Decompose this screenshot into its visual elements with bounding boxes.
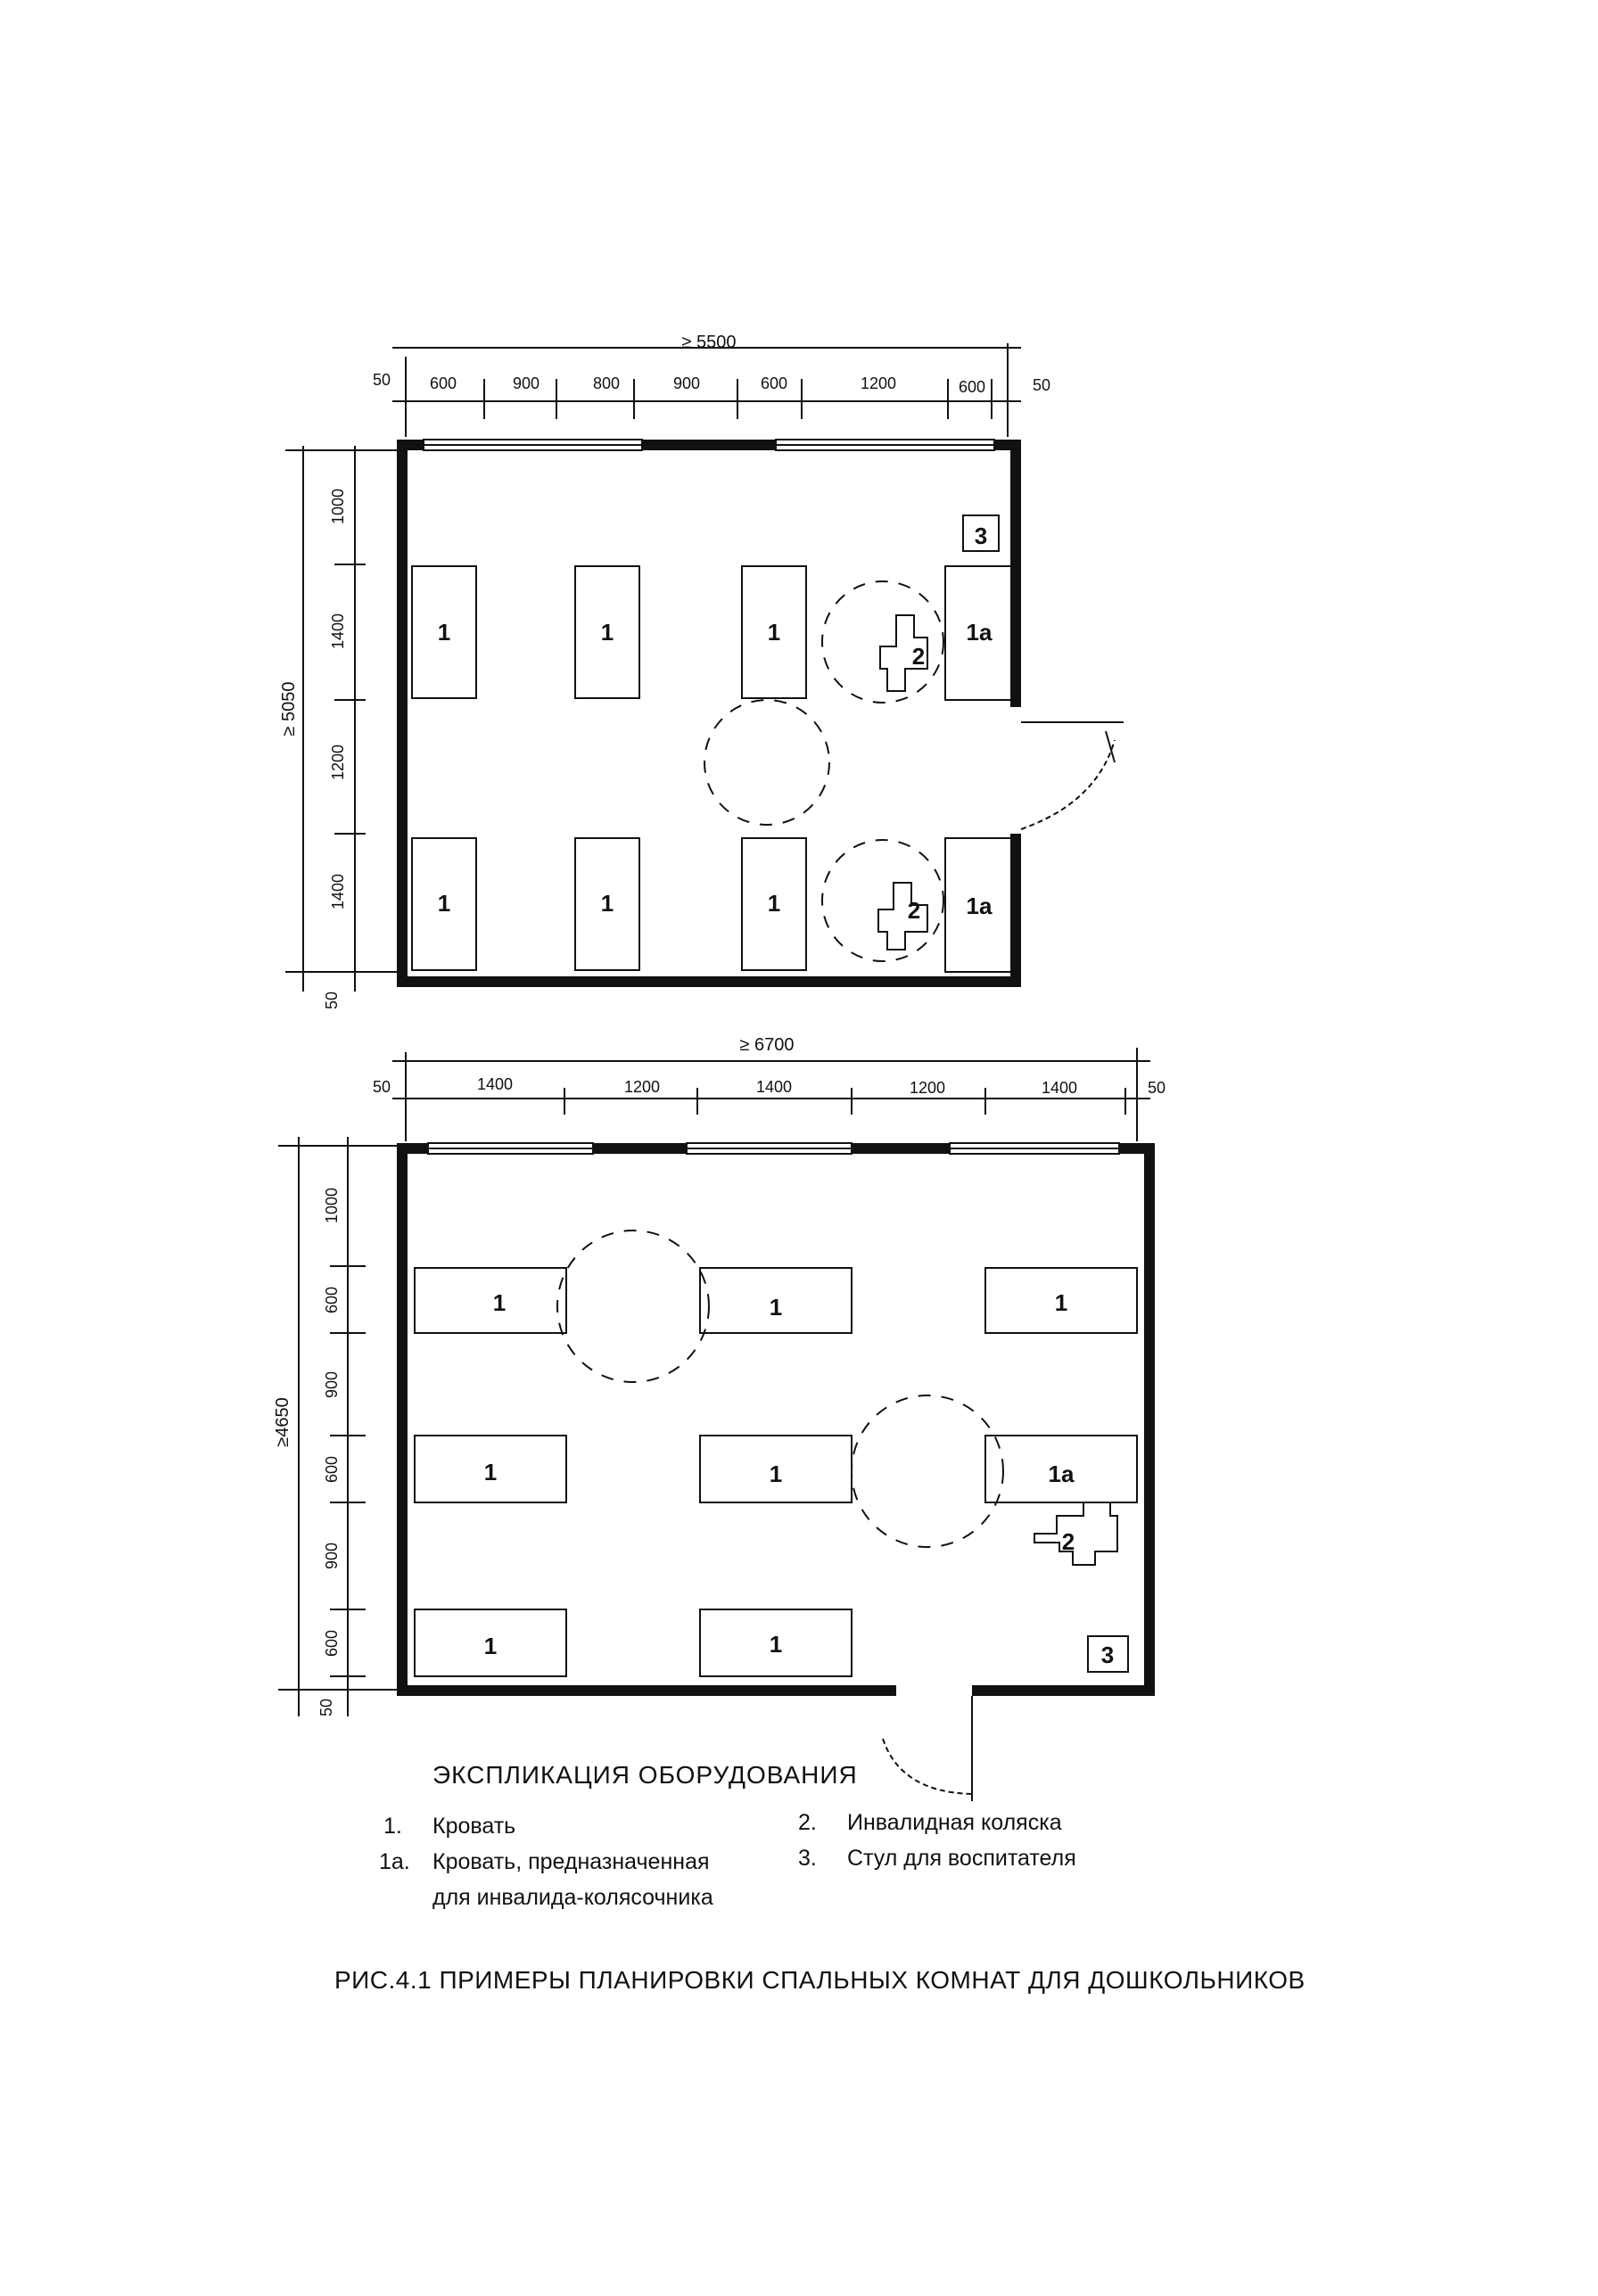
plan-2-edge-bottom: 50 [317, 1698, 335, 1717]
plan-1-dim-5: 600 [760, 374, 788, 392]
plan-1-bed-mark: 1 [600, 619, 614, 646]
plan-1-accessible-bed-mark: 1a [966, 893, 993, 919]
plan-1-overall-width: ≥ 5500 [681, 333, 737, 352]
legend-item-number: 1. [383, 1814, 402, 1839]
plan-2-dim-4: 1200 [909, 1079, 946, 1097]
plan-1-bed-mark: 1 [600, 890, 614, 917]
plan-2-overall-width: ≥ 6700 [739, 1035, 795, 1055]
plan-1-beds [412, 515, 1012, 972]
legend-item-number: 1а. [379, 1849, 410, 1874]
plan-1-top-dimensions [392, 343, 1021, 437]
legend-item-1 [383, 1812, 515, 1842]
plan-2-walls [397, 1143, 1155, 1696]
plan-2-side-dim-4: 600 [323, 1455, 341, 1484]
plan-2-windows [428, 1143, 1119, 1154]
plan-2-wheelchair-mark: 2 [1061, 1528, 1075, 1555]
legend-item-3 [798, 1844, 1076, 1874]
plan-1-dim-6: 1200 [860, 374, 897, 392]
plan-2-bed-mark: 1 [1054, 1289, 1068, 1316]
plan-2-edge-left: 50 [372, 1078, 391, 1096]
plan-1-dim-1: 600 [429, 374, 457, 392]
plan-1-side-dim-2: 1400 [329, 613, 347, 650]
plan-1-wheelchair-mark: 2 [911, 643, 926, 670]
plan-2-dim-5: 1400 [1041, 1079, 1078, 1097]
legend-item-text: Кровать, предназначенная [432, 1849, 710, 1874]
plan-1-dim-2: 900 [512, 374, 540, 392]
legend-item-text: Кровать [432, 1814, 516, 1839]
plan-1-edge-left: 50 [372, 371, 391, 389]
legend-item-1a-continuation: для инвалида-колясочника [432, 1885, 713, 1910]
plan-2-bed-mark: 1 [483, 1633, 498, 1659]
legend-item-number: 2. [798, 1810, 817, 1835]
plan-2-side-dim-1: 1000 [323, 1187, 341, 1224]
plan-2-side-dim-6: 600 [323, 1629, 341, 1658]
plan-2-side-dim-2: 600 [323, 1286, 341, 1314]
plan-1-side-dim-1: 1000 [329, 488, 347, 525]
plan-2-edge-right: 50 [1147, 1079, 1166, 1097]
legend-title: ЭКСПЛИКАЦИЯ ОБОРУДОВАНИЯ [432, 1761, 858, 1789]
plan-2-accessible-bed-mark: 1a [1048, 1461, 1075, 1487]
plan-1-bed-mark: 1 [767, 890, 781, 917]
plan-1-bed-mark: 1 [437, 619, 451, 646]
plan-1-wheelchair-mark: 2 [907, 897, 921, 924]
plan-2 [273, 1035, 1166, 1801]
plan-2-wheelchair [1034, 1502, 1117, 1565]
plan-2-side-dim-3: 900 [323, 1370, 341, 1399]
plan-1 [279, 333, 1124, 1009]
plan-1-chair-mark: 3 [974, 523, 988, 549]
plan-2-door [883, 1696, 972, 1801]
legend-item-number: 3. [798, 1846, 817, 1871]
plan-1-bed-mark: 1 [767, 619, 781, 646]
plan-2-height-total: ≥4650 [273, 1397, 292, 1447]
plan-2-dim-2: 1200 [623, 1078, 661, 1096]
plan-2-bed-mark: 1 [769, 1461, 783, 1487]
plan-2-chair-mark: 3 [1100, 1642, 1115, 1668]
plan-1-dim-4: 900 [672, 374, 701, 392]
plan-1-dim-3: 800 [592, 374, 621, 392]
plan-1-edge-bottom: 50 [323, 991, 341, 1010]
plan-1-accessible-bed-mark: 1a [966, 619, 993, 646]
plan-2-turning-circles [557, 1230, 1003, 1547]
plan-2-dim-1: 1400 [476, 1075, 514, 1093]
plan-1-bed-mark: 1 [437, 890, 451, 917]
plan-2-side-dim-5: 900 [323, 1542, 341, 1570]
plan-2-dim-3: 1400 [755, 1078, 793, 1096]
plan-1-dim-7: 600 [958, 378, 986, 396]
plan-2-bed-mark: 1 [492, 1289, 507, 1316]
legend-item-1a [379, 1847, 710, 1878]
legend-item-2 [798, 1808, 1062, 1839]
plan-2-bed-mark: 1 [483, 1459, 498, 1485]
plan-1-side-dim-3: 1200 [329, 744, 347, 781]
legend-item-text: Стул для воспитателя [847, 1846, 1076, 1871]
legend-item-text: Инвалидная коляска [847, 1810, 1062, 1835]
plan-1-edge-right: 50 [1032, 376, 1051, 394]
plan-1-side-dim-4: 1400 [329, 873, 347, 910]
plan-2-bed-mark: 1 [769, 1294, 783, 1321]
figure-caption: РИС.4.1 ПРИМЕРЫ ПЛАНИРОВКИ СПАЛЬНЫХ КОМНАТ ДЛЯ ДОШКОЛЬНИКОВ [334, 1966, 1306, 1994]
plan-1-door [1021, 722, 1124, 829]
plan-1-height-total: ≥ 5050 [279, 681, 299, 737]
plan-2-bed-mark: 1 [769, 1631, 783, 1658]
